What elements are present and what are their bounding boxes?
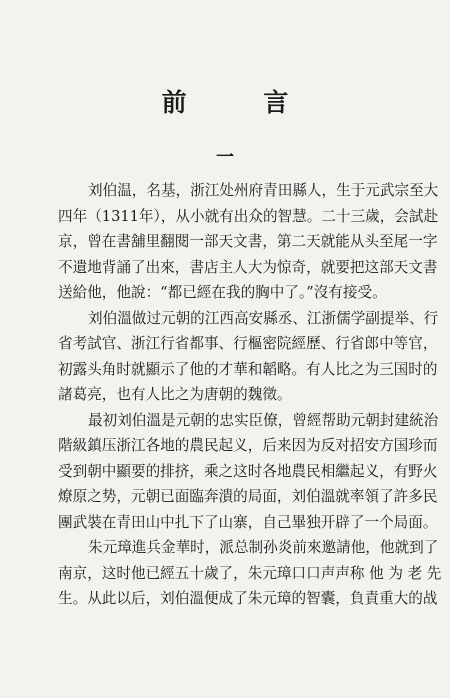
text-line: 刘伯溫做过元朝的江西高安縣丞、江浙儒学副提举、行 [88,309,439,327]
paragraph-4 [58,535,442,612]
text-line: 初露头角时就顯示了他的才華和韜略。有人比之为三国时的 [58,360,438,378]
text-line: 四年（1311年），从小就有出众的智慧。二十三歲，会試赴 [58,207,439,225]
text-line: 省考試官、浙江行省都事、行樞密院經歷、行省郎中等官， [58,335,438,352]
paragraph-1 [58,178,439,306]
text-line: 團武裝在青田山中扎下了山寨，自己畢独开辟了一个局面。 [58,513,438,531]
text-line: 送給他，他說：“都已經在我的胸中了。”沒有接受。 [58,284,387,301]
text-line: 刘伯温，名基，浙江处州府青田縣人，生于元武宗至大 [88,182,439,199]
text-line: 朱元璋進兵金華时，派总制孙炎前來邀請他，他就到了 [88,539,439,556]
text-line: 最初刘伯溫是元朝的忠实臣僚，曾經帮助元朝封建統治 [88,411,439,429]
paragraph-2 [58,306,439,408]
text-line: 受到朝中顯要的排挤，乘之这时各地農民相繼起义，有野火 [58,462,438,480]
text-line: 京，曾在書舖里翻閱一部天文書，第二天就能从头至尾一字 [58,233,438,250]
text-line: 生。从此以后，刘伯溫便成了朱元璋的智囊，負責重大的战 [58,590,438,607]
text-line: 階級鎮压浙江各地的農民起义，后来因为反对招安方国珍而 [58,437,438,454]
preface-body [58,178,442,612]
text-line: 南京，这时他已經五十歲了，朱元璋口口声声称 他 为 老 先 [58,564,442,582]
text-line: 不遺地背誦了出來，書店主人大为惊奇，就要把这部天文書 [58,258,438,276]
text-line: 燎原之势，元朝已面臨奔潰的局面，刘伯溫就率領了許多民 [58,488,438,505]
text-line: 諸葛亮，也有人比之为唐朝的魏徵。 [58,386,292,403]
paragraph-3 [58,408,439,536]
page-title: 前 言 [161,88,323,117]
section-number: 一 [216,147,234,168]
